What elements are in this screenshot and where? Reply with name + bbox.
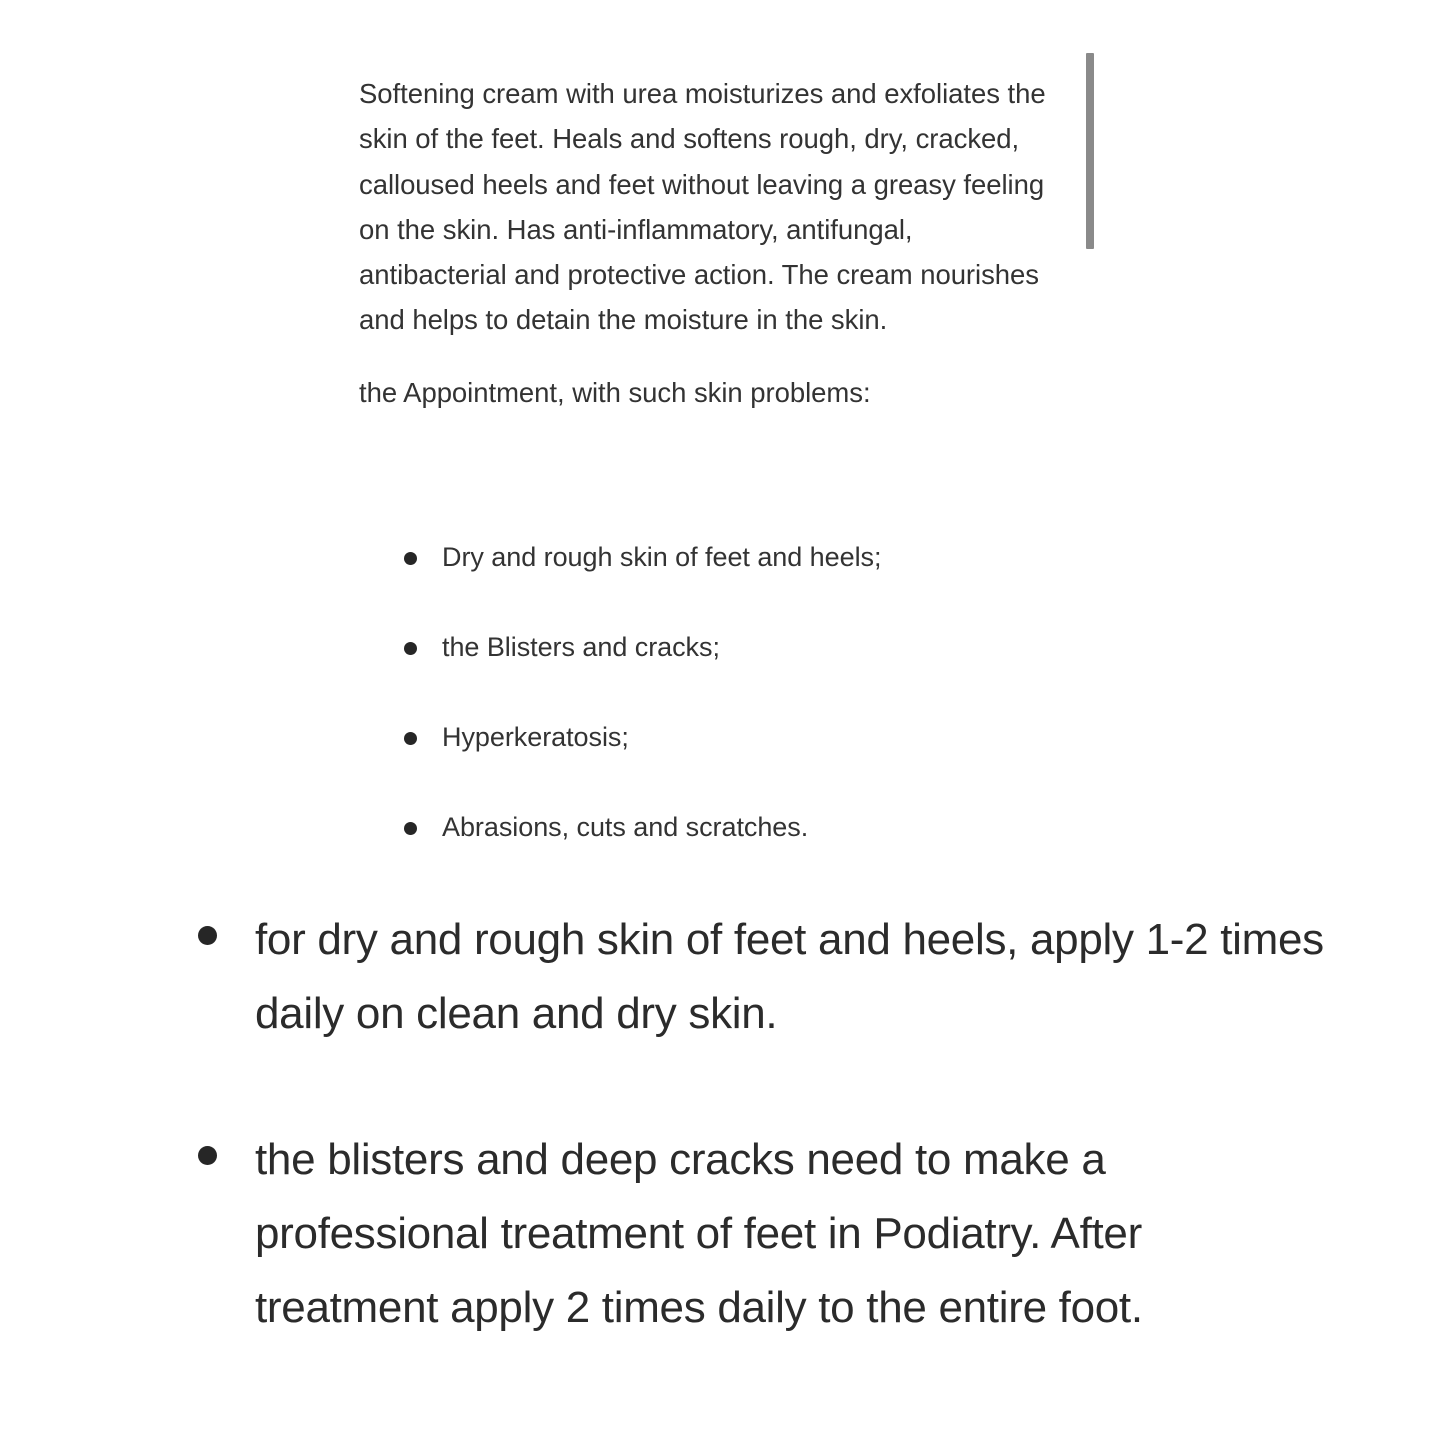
instruction-label: the blisters and deep cracks need to make a professional treatment of feet in Podiatry. After treatment apply 2 times daily to the entire foot. [255,1135,1143,1332]
bullet-icon [198,926,217,945]
instruction-label: for dry and rough skin of feet and heels, apply 1-2 times daily on clean and dry skin. [255,915,1324,1038]
usage-instructions-list [196,903,1326,1345]
list-item [401,540,1061,574]
skin-problems-list [401,540,1061,844]
list-item-label: Hyperkeratosis; [442,722,629,752]
vertical-scrollbar[interactable] [1084,50,1096,255]
bullet-icon [404,642,417,655]
list-item-label: Dry and rough skin of feet and heels; [442,542,882,572]
description-paragraph-appointment: the Appointment, with such skin problems: [359,376,871,408]
instruction-item [196,903,1326,1051]
list-item [401,630,1061,664]
list-item [401,810,1061,844]
bullet-icon [198,1146,217,1165]
bullet-icon [404,732,417,745]
description-paragraph-main: Softening cream with urea moisturizes and exfoliates the skin of the feet. Heals and softens rough, dry, cracked, calloused heels and feet without leaving a greasy feeling on the skin. Has anti-inflammatory, antifungal, antibacterial and protective action. The cream nourishes and helps to detain the moisture in the skin. [359,78,1046,336]
bullet-icon [404,822,417,835]
bullet-icon [404,552,417,565]
list-item [401,720,1061,754]
list-item-label: the Blisters and cracks; [442,632,720,662]
list-item-label: Abrasions, cuts and scratches. [442,812,809,842]
scrollbar-thumb[interactable] [1086,53,1094,249]
product-description [359,71,1049,415]
instruction-item [196,1123,1326,1345]
